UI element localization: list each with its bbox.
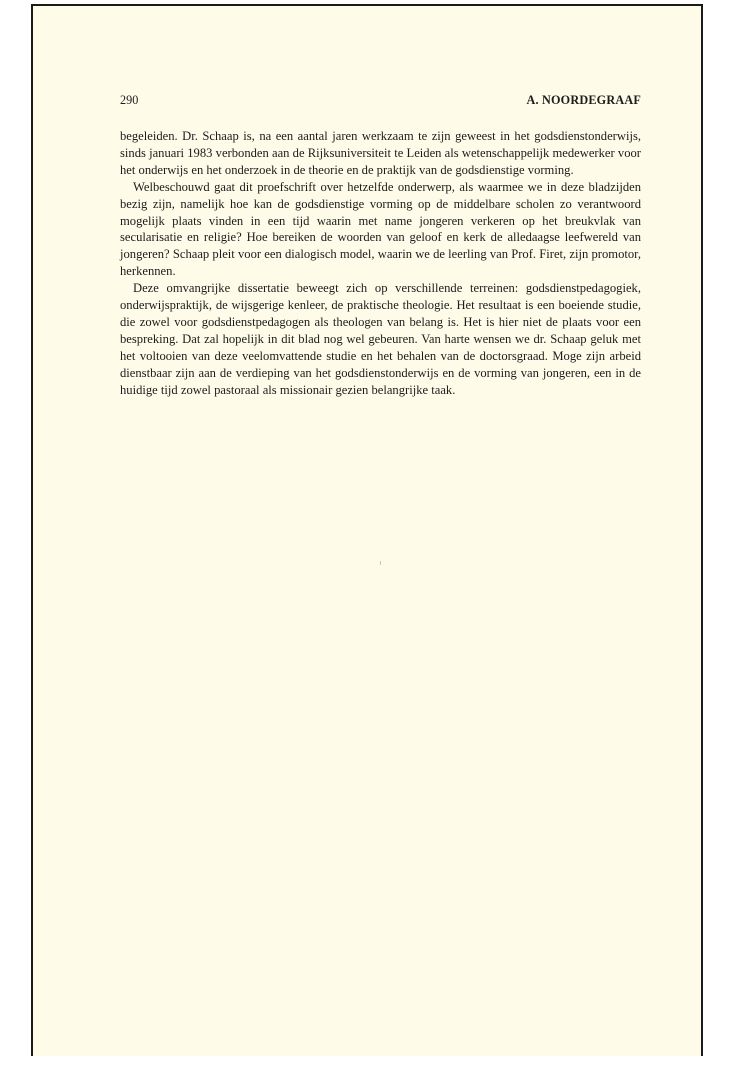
book-page [31, 4, 703, 1056]
paragraph-2: Welbeschouwd gaat dit proefschrift over hetzelfde onderwerp, als waarmee we in deze bladzijden bezig zijn, namelijk hoe kan de godsdienstige vorming op de middelbare scholen zo verantwoord mogelijk plaats vinden in een tijd waarin met name jongeren verkeren op het breukvlak van secularisatie en religie? Hoe bereiken de woorden van geloof en kerk de alledaagse leefwereld van jongeren? Schaap pleit voor een dialogisch model, waarin we de leerling van Prof. Firet, zijn promotor, herkennen. [120, 179, 641, 279]
paragraph-1: begeleiden. Dr. Schaap is, na een aantal jaren werkzaam te zijn geweest in het godsdienstonderwijs, sinds januari 1983 verbonden aan de Rijksuniversiteit te Leiden als wetenschappelijk medewerker voor het onderwijs en het onderzoek in de theorie en de praktijk van de godsdienstige vorming. [120, 129, 641, 177]
body-text [120, 128, 641, 399]
page-number: 290 [120, 93, 139, 107]
paragraph-3: Deze omvangrijke dissertatie beweegt zich op verschillende terreinen: godsdienstpedagogiek, onderwijspraktijk, de wijsgerige kenleer, de praktische theologie. Het resultaat is een boeiende studie, die zowel voor godsdienstpedagogen als theologen van belang is. Het is hier niet de plaats voor een bespreking. Dat zal hopelijk in dit blad nog wel gebeuren. Van harte wensen we dr. Schaap geluk met het voltooien van deze veelomvattende studie en het behalen van de doctorsgraad. Moge zijn arbeid dienstbaar zijn aan de verdieping van het godsdienstonderwijs en de vorming van jongeren, een in de huidige tijd zowel pastoraal als missionair gezien belangrijke taak. [120, 281, 641, 397]
running-head: A. NOORDEGRAAF [526, 93, 641, 107]
scan-speck [380, 561, 381, 565]
